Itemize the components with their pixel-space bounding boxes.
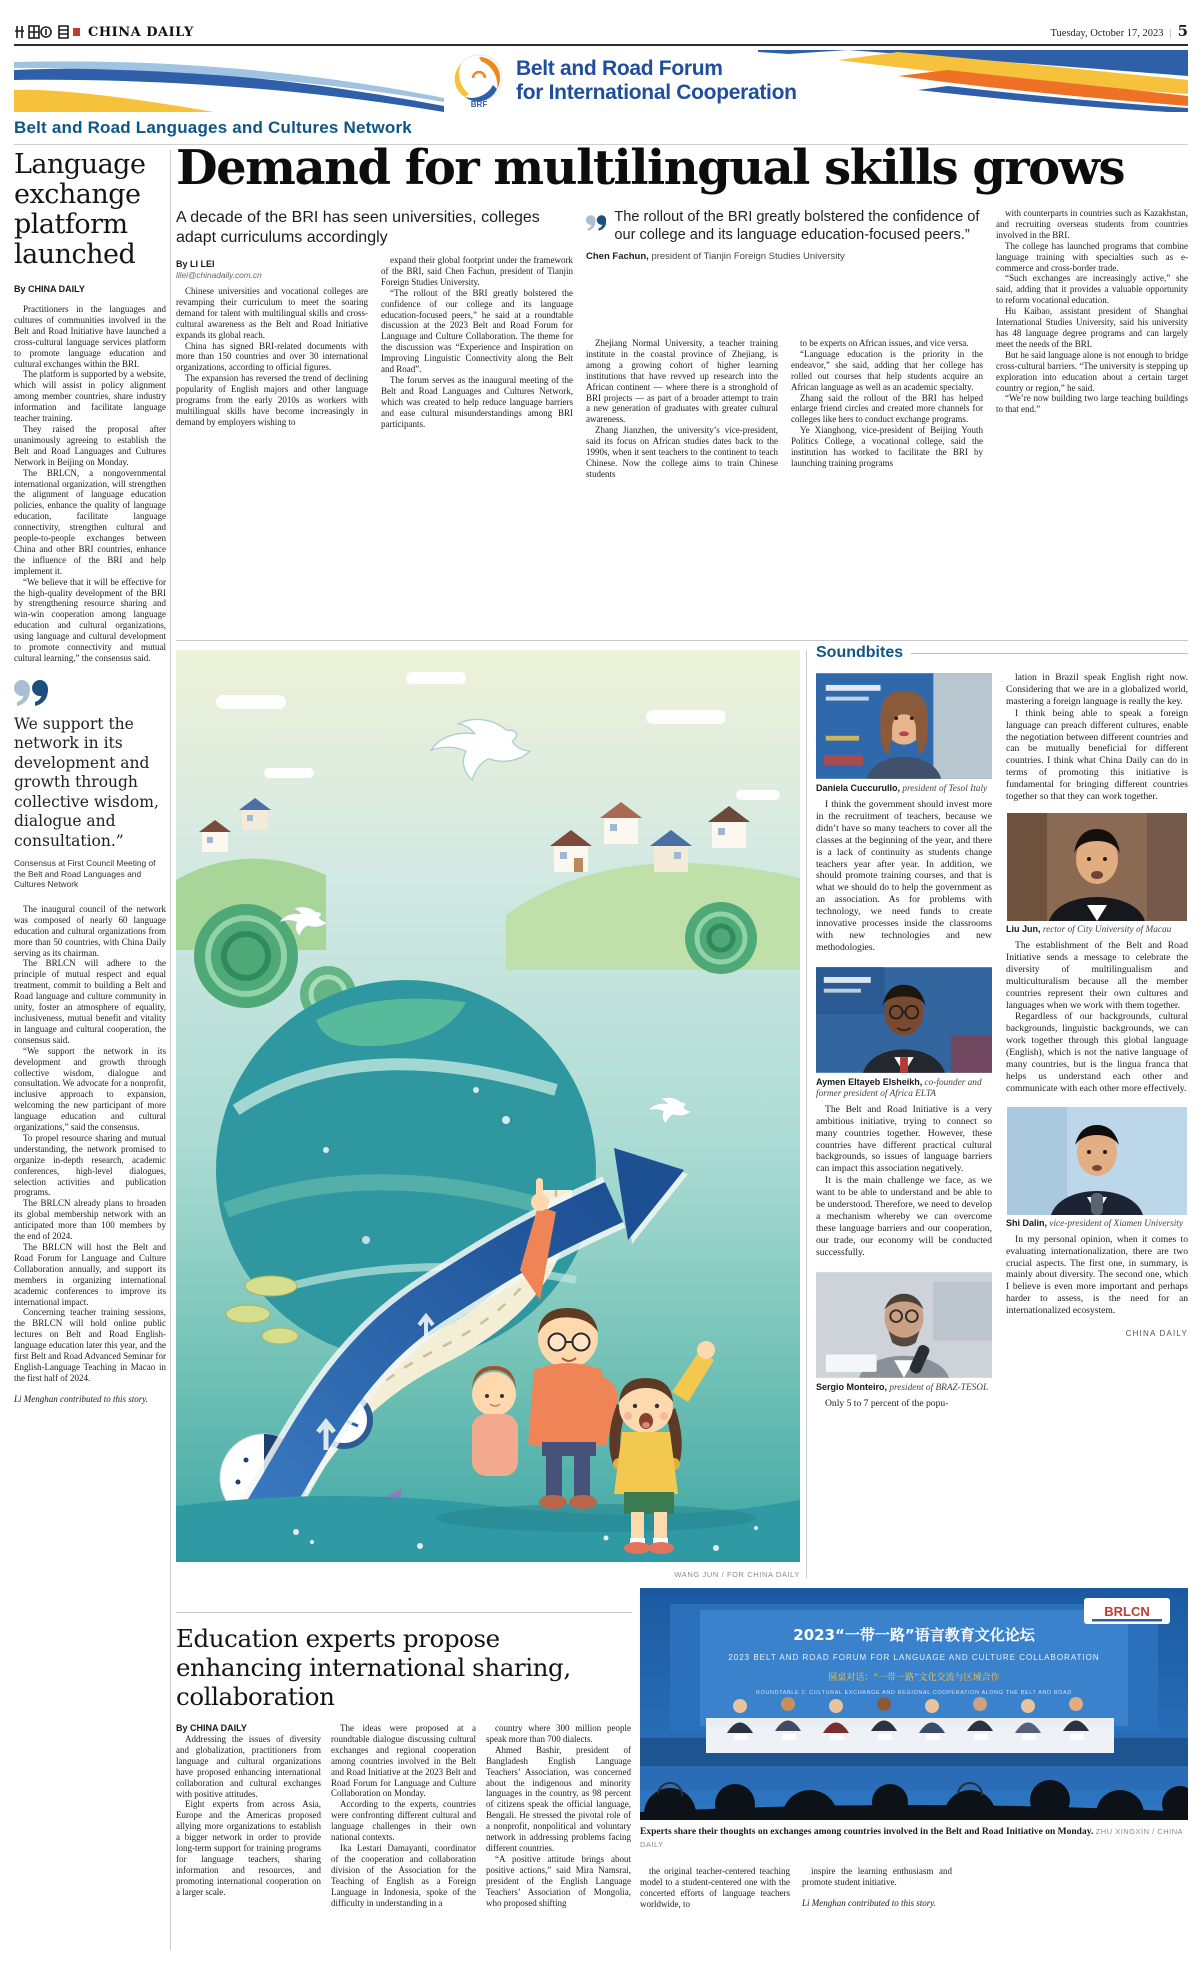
paragraph: “Language education is the priority in the endeavor,” she said, adding that her college has rolled out courses that help students acquire an African language as well as an academic specialty. <box>791 348 983 392</box>
paragraph: Hu Kaibao, assistant president of Shanghai International Studies University, said his university has 48 language degree programs and can largely meet the needs of the BRI. <box>996 306 1188 349</box>
soundbite-sergio <box>816 1271 992 1410</box>
paragraph: Ye Xianghong, vice-president of Beijing Youth Politics College, a vocational college, said the institution has worked to facilitate the BRI by launching training programs <box>791 425 983 468</box>
photo-roundtable-cn: 圆桌对话：“一带一路”文化交流与区域合作 <box>828 1673 1000 1683</box>
quote-speaker-name: Chen Fachun, <box>586 251 649 262</box>
main-byline-email: lilei@chinadaily.com.cn <box>176 270 262 280</box>
quote-speaker-title: president of Tianjin Foreign Studies University <box>651 251 845 262</box>
column-divider-mid <box>806 650 807 1578</box>
paragraph: Regardless of our backgrounds, cultural backgrounds, linguistic backgrounds, we can work together through this global language (English), which is not the native language of many countries, but is the lingua franca that helps us understand each other and communicate with each other more effectively. <box>1006 1011 1188 1094</box>
soundbite-shi-dalin <box>1006 1107 1188 1317</box>
brf-logo-label: BRF <box>470 100 488 109</box>
banner-ribbons-right <box>758 50 1188 112</box>
horizontal-rule-mid <box>176 640 1188 641</box>
china-daily-chinese-logo <box>14 24 80 40</box>
illustration-credit: WANG JUN / FOR CHINA DAILY <box>674 1570 800 1579</box>
horizontal-rule-bottom <box>176 1612 632 1613</box>
banner-center <box>452 53 797 109</box>
photo-shi-dalin <box>1006 1107 1188 1215</box>
soundbite-aymen <box>816 966 992 1259</box>
paragraph: Ahmed Bashir, president of Bangladesh English Language Teachers’ Association, was concerned about the indigenous and minority languages in the country, as 98 percent of citizens speak the official language, Bengali. He stressed the pivotal role of a nonprofit, nonpolitical and voluntary network in addressing problems facing different countries. <box>486 1744 631 1853</box>
left-article-contributor: Li Menghan contributed to this story. <box>14 1393 148 1404</box>
svg-text:BRLCN: BRLCN <box>1104 1604 1150 1619</box>
paragraph: “We’re now building two large teaching buildings to that end.” <box>996 393 1188 415</box>
masthead-right <box>1050 22 1188 40</box>
left-article-body-b <box>14 904 166 1384</box>
banner-title <box>516 57 797 105</box>
quote-mark-icon <box>14 680 48 706</box>
paragraph: Only 5 to 7 percent of the popu- <box>825 1397 949 1409</box>
main-column-3 <box>586 338 778 480</box>
bottom-article-continuation <box>640 1866 1100 1910</box>
soundbite-sergio-continuation <box>1006 672 1188 803</box>
bottom-column-4 <box>640 1866 790 1910</box>
photo-banner-cn: 2023“一带一路”语言教育文化论坛 <box>793 1626 1035 1644</box>
main-article-columns <box>176 208 1188 480</box>
masthead-rule <box>14 44 1188 46</box>
caption-text: Experts share their thoughts on exchanges among countries involved in the Belt and Road Initiative on Monday. <box>640 1827 1094 1837</box>
brlcn-logo <box>1084 1598 1170 1624</box>
paragraph: In my personal opinion, when it comes to evaluating internationalization, there are two crucial aspects. The first one, in summary, is mainly about diversity. The second one, which I believe is even more important and perhaps harder to assess, is the need for an internationalized ecosystem. <box>1006 1233 1188 1317</box>
section-label: Belt and Road Languages and Cultures Network <box>14 118 412 137</box>
paragraph: China has signed BRI-related documents with more than 150 countries and over 30 international organizations, according to official figures. <box>176 340 368 373</box>
photo-banner-en: 2023 BELT AND ROAD FORUM FOR LANGUAGE AND CULTURE COLLABORATION <box>728 1653 1100 1662</box>
paragraph: According to the experts, countries were confronting different cultural and language challenges in their own national contexts. <box>331 1799 476 1843</box>
illustration-child-3 <box>472 1366 518 1476</box>
paragraph: Practitioners in the languages and cultures of communities involved in the Belt and Road Initiative have launched a cross-cultural language services platform to promote language education and cultural exchanges within the BRI. <box>14 304 166 369</box>
soundbite-title: vice-president of Xiamen University <box>1049 1218 1183 1229</box>
paragraph: Zhang said the rollout of the BRI has helped enlarge friend circles and created more channels for colleges like hers to conduct exchange programs. <box>791 392 983 425</box>
paragraph: Concerning teacher training sessions, the BRLCN will hold online public lectures on Belt and Road English-language education later this year, and the first Belt and Road Advanced Seminar for English-Language Teaching in Macao in the first half of 2024. <box>14 1307 166 1383</box>
soundbites-section <box>816 644 1188 1421</box>
column-divider-left <box>170 150 171 1950</box>
soundbite-name: Liu Jun, <box>1006 923 1041 934</box>
banner-title-line2: for International Cooperation <box>516 81 797 104</box>
photo-liu-jun <box>1006 813 1188 921</box>
paragraph: with counterparts in countries such as Kazakhstan, and recruiting overseas students from countries involved in the BRI. <box>996 208 1188 240</box>
paragraph: The establishment of the Belt and Road Initiative sends a message to celebrate the diversity of multilingualism and multiculturalism because all the member countries represent their own cultures and languages when we work with them together. <box>1006 939 1188 1011</box>
quote-mark-icon <box>586 208 606 238</box>
paragraph: country where 300 million people speak more than 700 dialects. <box>486 1723 631 1744</box>
left-article <box>14 150 166 1405</box>
soundbite-name: Sergio Monteiro, <box>816 1381 888 1392</box>
left-article-byline: By CHINA DAILY <box>14 284 85 294</box>
soundbite-liu-jun <box>1006 813 1188 1095</box>
masthead-left <box>14 24 194 40</box>
main-column-5 <box>996 208 1188 480</box>
paragraph: Zhejiang Normal University, a teacher training institute in the coastal province of Zhejiang, is among a growing cohort of higher learning institutions that have revved up research into the African continent — where there is a stronghold of BRI projects — as part of a broader attempt to train a new generation of graduates with greater cultural awareness. <box>586 338 778 425</box>
paragraph: the original teacher-centered teaching model to a student-centered one with the concerted efforts of language teachers worldwide, to <box>640 1866 790 1909</box>
soundbite-title: president of Tesol Italy <box>902 784 988 794</box>
bottom-article-headline: Education experts propose enhancing international sharing, collaboration <box>176 1624 571 1711</box>
page-number: 5 <box>1177 22 1188 40</box>
paragraph: Addressing the issues of diversity and globalization, practitioners from language and cultural organizations have proposed enhancing international collaboration and cultural exchanges with positive attitudes. <box>176 1734 321 1799</box>
photo-roundtable-en: ROUNDTABLE 1: CULTURAL EXCHANGE AND REGIONAL COOPERATION ALONG THE BELT AND ROAD <box>756 1690 1072 1696</box>
paragraph: The BRLCN, a nongovernmental international organization, will strengthen the alignment of language education policies, enhance the quality of language education, facilitate language connectivity, strengthen cultural and people-to-people exchanges between China and other BRI countries, enhance the influence of the BRI and help implement it. <box>14 467 166 576</box>
left-article-body-a <box>14 304 166 664</box>
soundbite-name: Aymen Eltayeb Elsheikh, <box>816 1076 923 1087</box>
paragraph: The expansion has reversed the trend of declining popularity of English majors and other language programs from the early 2010s as workers with multilingual skills have become increasingly in demand by employers wishing to <box>176 373 368 427</box>
main-deck: A decade of the BRI has seen universities, colleges adapt curriculums accordingly <box>176 209 540 246</box>
pull-quote-attribution: Consensus at First Council Meeting of the Belt and Road Languages and Cultures Network <box>14 858 156 890</box>
paragraph: The Belt and Road Initiative is a very ambitious initiative, trying to connect so many countries together. However, these countries have different practical cultural backgrounds, so issues of language barriers can impact this association negatively. <box>816 1103 992 1175</box>
paragraph: Eight experts from across Asia, Europe and the Americas proposed allying more organizations to establish a bigger network in order to provide long-term support for training programs for language teachers, sharing information and resources, and promoting international cooperation on a larger scale. <box>176 1799 321 1897</box>
issue-date: Tuesday, October 17, 2023 <box>1050 28 1164 39</box>
forum-photo-caption <box>640 1826 1188 1851</box>
paragraph: “A positive attitude brings about positive actions,” said Mira Namsrai, president of the English Language Teachers’ Association of Mongolia, who proposed shifting <box>486 1853 631 1908</box>
main-col-pair-2 <box>586 208 983 480</box>
paragraph: “We support the network in its development and growth through collective wisdom, dialogue and consultation. We advocate for a nonprofit, inclusive approach to expansion, welcoming the new participant of more language education and cultural organizations,” said the consensus. <box>14 1045 166 1133</box>
main-quote <box>586 208 983 326</box>
masthead <box>14 10 1188 40</box>
soundbite-title: rector of City University of Macau <box>1042 924 1172 935</box>
masthead-seal <box>73 28 80 36</box>
bottom-column-3 <box>486 1723 631 1908</box>
paragraph: inspire the learning enthusiasm and promote student initiative. <box>802 1866 952 1887</box>
soundbite-title: president of BRAZ-TESOL <box>889 1382 989 1393</box>
main-column-1 <box>176 255 368 430</box>
bottom-column-5 <box>802 1866 952 1910</box>
paragraph: But he said language alone is not enough to bridge cross-cultural barriers. “The university is stepping up exploration into education about a certain target country or region,” he said. <box>996 349 1188 393</box>
paragraph: The college has launched programs that combine language training with specialties such as e-commerce and cross-border trade. <box>996 240 1188 273</box>
main-headline: Demand for multilingual skills grows <box>176 140 1125 196</box>
paragraph: Chinese universities and vocational colleges are revamping their curriculum to meet the soaring demand for talent with multilingual skills and cross-cultural awareness as the Belt and Road Initiative expands its global reach. <box>176 286 368 340</box>
paragraph: I think the government should invest more in the recruitment of teachers, because we didn’t have so many teachers to cover all the classes at the beginning of the year, and there is a lack of continuity as students change teachers year after year. In addition, we should promote training courses, and that is what we should do to help the government as an association. As for problems with technology, we need funds to create innovative processes inside the classrooms with new technologies and new methodologies. <box>816 799 992 953</box>
soundbite-title: co-founder and former president of Africa ELTA <box>816 1077 982 1099</box>
masthead-divider: | <box>1169 28 1172 39</box>
soundbites-header: Soundbites <box>816 644 904 661</box>
bottom-article-contributor: Li Menghan contributed to this story. <box>802 1897 936 1908</box>
paragraph: It is the main challenge we face, as we want to be able to understand and be able to be understood. Therefore, we need to develop a mechanism whereby we can overcome these language barriers and our cooperation, our trade, our economy will be conducted successfully. <box>816 1175 992 1258</box>
main-quote-attribution <box>586 251 983 262</box>
soundbite-name: Daniela Cuccurullo, <box>816 783 901 793</box>
soundbites-credit: CHINA DAILY <box>1125 1329 1188 1339</box>
paragraph: The platform is supported by a website, which will assist in policy alignment among member countries, share industry information and facilitate language teacher training. <box>14 369 166 424</box>
bottom-column-1 <box>176 1723 321 1908</box>
forum-banner <box>14 50 1188 112</box>
left-article-headline: Language exchange platform launched <box>14 149 146 270</box>
paragraph: to be experts on African issues, and vice versa. <box>800 338 969 348</box>
main-byline: By LI LEI <box>176 259 215 269</box>
photo-sergio-monteiro <box>816 1271 992 1379</box>
banner-ribbons-left <box>14 50 444 112</box>
bottom-article <box>176 1624 632 1908</box>
paragraph: “The rollout of the BRI greatly bolstered the confidence of our college and its language education-focused peers,” he said at a roundtable discussion at the 2023 Belt and Road Forum for Language and Culture Collaboration. The theme for the discussion was “Experience and Inspiration on Improving Linguistic Connectivity along the Belt and Road”. <box>381 287 573 375</box>
main-col-pair-1 <box>176 208 573 480</box>
paragraph: The forum serves as the inaugural meeting of the Belt and Road Languages and Cultures Network, which was created to help reduce language barriers and ease cultural misunderstandings among BRI participants. <box>381 374 573 429</box>
banner-title-line1: Belt and Road Forum <box>516 57 723 80</box>
paragraph: They raised the proposal after unanimously agreeing to establish the Belt and Road Languages and Cultures Network in Beijing on Monday. <box>14 423 166 467</box>
illustration-graphic <box>176 650 800 1562</box>
paragraph: The ideas were proposed at a roundtable dialogue discussing cultural exchanges and regional cooperation among countries involved in the Belt and Road Initiative at the 2023 Belt and Road Forum for Language and Culture Collaboration on Monday. <box>331 1723 476 1799</box>
brf-logo <box>452 53 506 109</box>
photo-daniela-cuccurullo <box>816 672 992 780</box>
photo-aymen-eltayeb-elsheikh <box>816 966 992 1074</box>
left-pull-quote <box>14 680 166 890</box>
paragraph: lation in Brazil speak English right now. Considering that we are in a globalized world, mastering a foreign language is really the key. <box>1006 672 1188 707</box>
paragraph: The BRLCN will host the Belt and Road Forum for Language and Culture Collaboration annually, and support its members in organizing international academic conferences to improve its international impact. <box>14 1242 166 1307</box>
forum-photo <box>640 1588 1188 1820</box>
feature-illustration <box>176 650 800 1579</box>
main-column-4 <box>791 338 983 480</box>
paragraph: The BRLCN already plans to broaden its global membership network with an anticipated more than 100 members by the end of 2024. <box>14 1198 166 1242</box>
caption-credit: ZHU XINGXIN / CHINA DAILY <box>640 1827 1183 1849</box>
paragraph: The inaugural council of the network was composed of nearly 60 language education and cultural organizations from more than 50 countries, with China Daily serving as its chairman. <box>14 903 166 958</box>
paragraph: “We believe that it will be effective for the high-quality development of the BRI by strengthening resource sharing and win-win cooperation among language education and cultural organizations, using language and cultural development to promote connectivity and mutual cultural learning,” the consensus said. <box>14 576 166 663</box>
main-column-2 <box>381 255 573 430</box>
soundbite-daniela <box>816 672 992 954</box>
soundbites-rule <box>911 653 1188 654</box>
main-quote-text: The rollout of the BRI greatly bolstered the confidence of our college and its language education-focused peers.” <box>614 209 980 243</box>
paragraph: Zhang Jianzhen, the university’s vice-president, said its focus on African studies dates back to the 1990s, when it sent teachers to the continent to teach Chinese. Now the college aims to train Chinese students <box>586 425 778 479</box>
paragraph: I think being able to speak a foreign language can preach different cultures, enable the negotiation between different countries and can be mutually beneficial for different countries. I think what China Daily can do in terms of promoting this initiative is fundamental for bringing different countries together so that they can work together. <box>1006 707 1188 803</box>
soundbite-name: Shi Dalin, <box>1006 1217 1048 1228</box>
main-article <box>176 142 1188 480</box>
paragraph: To propel resource sharing and mutual understanding, the network promised to organize in-depth research, academic conferences, high-level dialogues, selection activities and publication programs. <box>14 1132 166 1198</box>
paragraph: “Such exchanges are increasingly active,” she said, adding that it provides a valuable opportunity to reform vocational education. <box>996 273 1188 306</box>
paragraph: Ika Lestari Damayanti, coordinator of the cooperation and collaboration division of the Association for the Teaching of English as a Foreign Language in Indonesia, spoke of the difficulty in understanding in a <box>331 1842 476 1908</box>
pull-quote-text: We support the network in its development and growth through collective wisdom, dialogue and consultation.” <box>14 714 159 850</box>
soundbites-right-column <box>1006 672 1188 1421</box>
paragraph: The BRLCN will adhere to the principle of mutual respect and equal treatment, commit to building a Belt and Road language and culture community in unity, foster an atmosphere of equality, inclusiveness, mutual benefit and vitality in language and cultural cooperation, the consensus said. <box>14 958 166 1045</box>
masthead-title: CHINA DAILY <box>88 24 194 40</box>
bottom-article-byline: By CHINA DAILY <box>176 1723 247 1733</box>
paragraph: expand their global footprint under the framework of the BRI, said Chen Fachun, president of Tianjin Foreign Studies University. <box>381 255 573 287</box>
bottom-column-2 <box>331 1723 476 1908</box>
soundbites-left-column <box>816 672 992 1421</box>
